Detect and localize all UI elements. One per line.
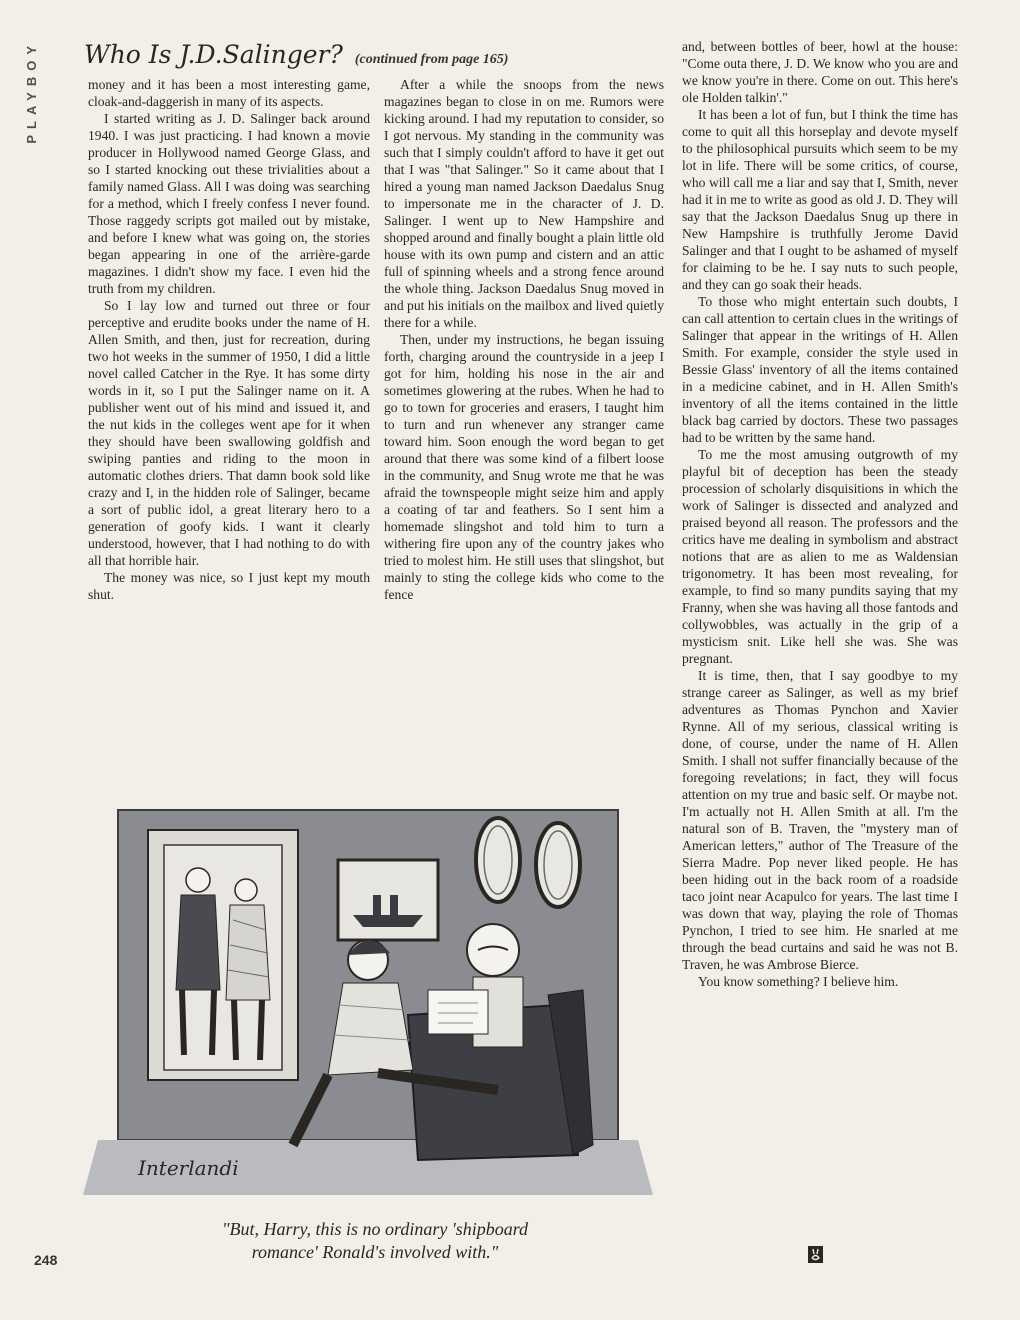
paragraph: You know something? I believe him. <box>698 974 899 989</box>
text-column-1 <box>88 76 370 603</box>
paragraph: So I lay low and turned out three or four perceptive and erudite books under the name of H. Allen Smith, and then, just for recreation, during two hot weeks in the summer of 1950, I did a little novel called Catcher in the Rye. It has some dirty words in it, so I put the Salinger name on it. A publisher went out of his mind and issued it, and the nut kids in the colleges went ape for it when they should have been swallowing goldfish and swiping panties and riding to the moon in automatic clothes driers. That damn book sold like crazy and I, in the hidden role of Salinger, became a sort of public idol, a great literary hero to a generation of goofy kids. I want it clearly understood, however, that I had nothing to do with all that horrible hair. <box>88 298 370 568</box>
newspaper <box>428 990 488 1034</box>
cartoon-caption <box>150 1218 600 1264</box>
continued-note: (continued from page 165) <box>354 52 509 67</box>
bunny-end-mark-icon <box>808 1246 823 1263</box>
page-number: 248 <box>34 1252 58 1268</box>
paragraph: To me the most amusing outgrowth of my playful bit of deception has been the steady procession of scholarly disquisitions in which the work of Salinger is dissected and analyzed and praised beyond all reason. The professors and the critics have me dealing in symbolism and abstract notions that are as alien to me as Waldensian trigonometry. It has been most revealing, for example, to find so many pundits saying that my Franny, when she was having all those fantods and collywobbles, was actually in the grip of a mysticism snit. Like hell she was. She was pregnant. <box>682 447 958 666</box>
cartoon-illustration <box>78 755 658 1210</box>
article-title: Who Is J.D.Salinger? <box>84 40 343 69</box>
cartoonist-signature: Interlandi <box>138 1156 239 1180</box>
article-header <box>84 40 644 74</box>
text-column-2 <box>384 76 664 603</box>
paragraph: money and it has been a most interesting game, cloak-and-daggerish in many of its aspects. <box>88 77 370 109</box>
paragraph: To those who might entertain such doubts, I can call attention to certain clues in the writings of Salinger that appear in the writings of H. Allen Smith. For example, consider the style used in Bessie Glass' inventory of all the items contained in a medicine cabinet, and in H. Allen Smith's inventory of all the items contained in the little black bag carried by doctors. These two passages had to be written by the same hand. <box>682 294 958 445</box>
paragraph: and, between bottles of beer, howl at the house: "Come outa there, J. D. We know who you are and we know you're in there. Come on out. This here's ole Holden talkin'." <box>682 39 958 105</box>
paragraph: Then, under my instructions, he began issuing forth, charging around the countryside in a jeep I got for him, holding his nose in the air and sometimes glowering at the rubes. When he had to go to town for groceries and erasers, I taught him to turn and run whenever any stranger came toward him. Soon enough the word began to get around that there was some kind of a filbert loose in the community, and Snug wrote me that he was afraid the townspeople might seize him and apply a coating of tar and feathers. So I sent him a homemade slingshot and told him to turn a withering fire upon any of the country jakes who tried to molest him. He still uses that slingshot, but mainly to sting the college kids who come to the fence <box>384 332 664 602</box>
caption-line: "But, Harry, this is no ordinary 'shipboard <box>221 1219 529 1239</box>
text-column-3 <box>682 38 958 990</box>
paragraph: After a while the snoops from the news magazines began to close in on me. Rumors were kicking around. I had my reputation to consider, so I got nervous. My standing in the community was such that I simply couldn't afford to have it get out that I was "that Salinger." So it came about that I hired a young man named Jackson Daedalus Snug to impersonate me in the character of J. D. Salinger. I went up to New Hampshire and shopped around and finally bought a plain little old house with its own pump and cistern and an attic full of spinning wheels and a strong fence around the whole thing. Jackson Daedalus Snug moved in and put his initials on the mailbox and lived quietly there for a while. <box>384 77 664 330</box>
paragraph: It is time, then, that I say goodbye to my strange career as Salinger, as well as my brief adventures as Thomas Pynchon and Xavier Rynne. All of my serious, classical writing is done, of course, under the name of H. Allen Smith. I shall not suffer financially because of the foregoing revelations; in fact, they will focus attention on my true and basic self. Or maybe not. I'm actually not H. Allen Smith at all. I'm the natural son of B. Traven, the "mystery man of American letters," author of The Treasure of the Sierra Madre. Pop never liked people. He has been hiding out in the back room of a roadside taco joint near Acapulco for years. The last time I was down that way, playing the role of Thomas Pynchon, I tried to see him. He snarled at me through the bead curtains and said he was not B. Traven, he was Ambrose Bierce. <box>682 668 958 972</box>
paragraph: The money was nice, so I just kept my mouth shut. <box>88 570 370 602</box>
paragraph: It has been a lot of fun, but I think the time has come to quit all this horseplay and devote myself to the philosophical pursuits which seem to be my lot in life. There will be some critics, of course, who will call me a liar and say that I, Smith, never had it in me to write as good as old J. D. They will say that the Jackson Daedalus Snug up there in New Hampshire is truthfully Jerome David Salinger and that I ought to be ashamed of myself for claiming to be he. I say nuts to such people, and they can go soak their heads. <box>682 107 958 292</box>
caption-line: romance' Ronald's involved with." <box>251 1242 499 1262</box>
paragraph: I started writing as J. D. Salinger back around 1940. I was just practicing. I had known a movie producer in Hollywood named George Glass, and so I started knocking out these trivialities about a family named Glass. All I was doing was searching for a method, which I freely confess I never found. Those raggedy scripts got mailed out by mistake, and before I knew what was going on, the stories began appearing in one of the arrière-garde magazines. I didn't show my face. I even hid the truth from my children. <box>88 111 370 296</box>
magazine-name-vertical: PLAYBOY <box>24 40 39 144</box>
ship-picture <box>338 860 438 940</box>
